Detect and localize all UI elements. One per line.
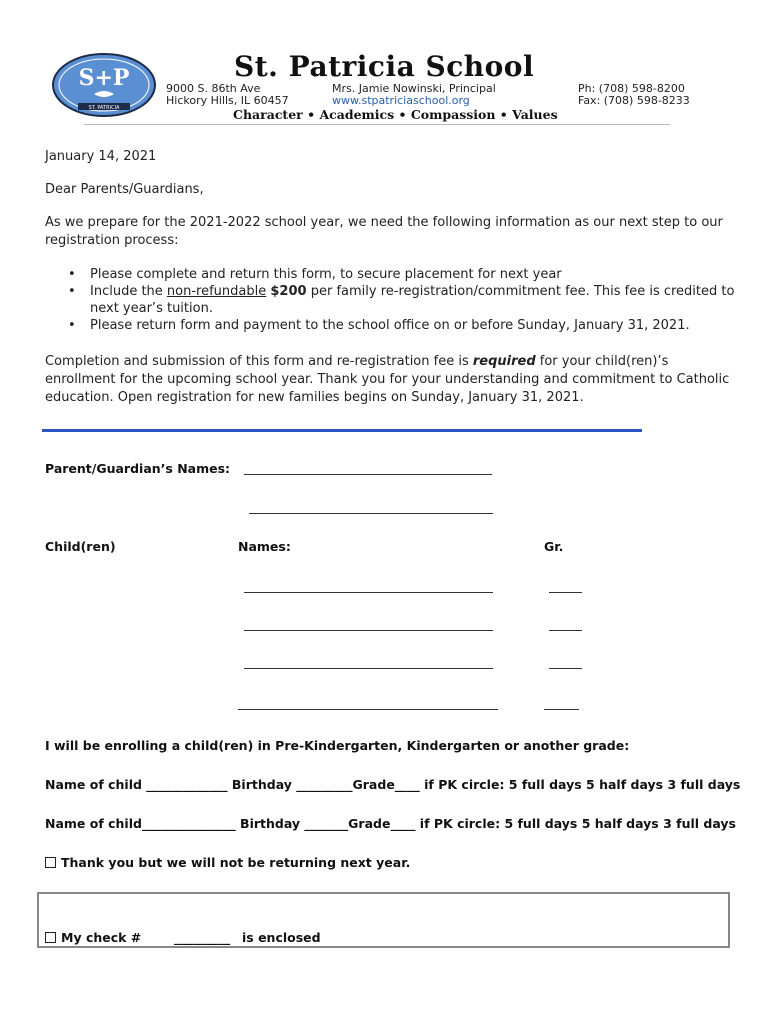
school-name: St. Patricia School	[234, 50, 535, 83]
child-grade-field-1[interactable]	[549, 592, 582, 593]
enroll-row-2[interactable]: Name of child_______________ Birthday _______Grade____ if PK circle: 5 full days 5 half days 3 full days	[45, 816, 736, 831]
parent-name-field-1[interactable]	[244, 474, 492, 475]
school-motto: Character • Academics • Compassion • Values	[233, 107, 558, 122]
letter-intro: As we prepare for the 2021-2022 school year, we need the following information as our next step to our registration process:	[45, 215, 723, 248]
not-returning-label: Thank you but we will not be returning next year.	[61, 855, 411, 870]
grade-column-label: Gr.	[544, 539, 564, 554]
fax-number: Fax: (708) 598-8233	[578, 94, 690, 107]
phone-number: Ph: (708) 598-8200	[578, 82, 685, 95]
closing-text: Completion and submission of this form and re-registration fee is	[45, 354, 473, 369]
child-name-field-1[interactable]	[244, 592, 493, 593]
child-grade-field-3[interactable]	[549, 668, 582, 669]
enroll-row-1[interactable]: Name of child _____________ Birthday _________Grade____ if PK circle: 5 full days 5 half days 3 full days	[45, 777, 741, 792]
school-logo	[50, 52, 158, 118]
address-line-1: 9000 S. 86th Ave	[166, 82, 261, 95]
bullet-text: per family re-registration/commitment fee. This fee is credited to next year’s tuition.	[90, 284, 735, 316]
child-name-field-2[interactable]	[244, 630, 493, 631]
child-name-field-4[interactable]	[238, 709, 498, 710]
names-column-label: Names:	[238, 539, 291, 554]
check-enclosed-label: is enclosed	[242, 930, 321, 945]
section-divider	[42, 429, 642, 432]
check-option[interactable]	[45, 930, 141, 945]
bullet-text: Include the	[90, 284, 167, 299]
fee-amount: $200	[270, 284, 307, 299]
list-item	[68, 317, 738, 334]
list-item	[68, 283, 738, 317]
closing-text: for your child(ren)’s enrollment for the upcoming school year. Thank you for your understanding and commitment to Catholic education. Open registration for new families begins on Sunday, January 31, 2021.	[45, 354, 730, 405]
children-label: Child(ren)	[45, 539, 116, 554]
letter-date: January 14, 2021	[45, 149, 157, 164]
check-enclosed-checkbox[interactable]	[45, 932, 56, 943]
check-number-field[interactable]: _________	[174, 930, 231, 945]
logo-banner: ST. PATRICIA	[88, 105, 120, 111]
child-grade-field-2[interactable]	[549, 630, 582, 631]
school-website-link[interactable]: www.stpatriciaschool.org	[332, 94, 470, 107]
parent-guardian-label: Parent/Guardian’s Names:	[45, 461, 231, 476]
list-item	[68, 266, 738, 283]
header-divider	[84, 124, 670, 125]
child-name-field-3[interactable]	[244, 668, 493, 669]
enroll-statement: I will be enrolling a child(ren) in Pre-Kindergarten, Kindergarten or another grade:	[45, 738, 630, 753]
bullet-text: Please complete and return this form, to secure placement for next year	[90, 267, 562, 282]
logo-monogram: S+P	[78, 65, 130, 91]
not-returning-option[interactable]	[45, 855, 410, 870]
parent-name-field-2[interactable]	[249, 513, 493, 514]
check-label: My check #	[61, 930, 142, 945]
principal-name: Mrs. Jamie Nowinski, Principal	[332, 82, 496, 95]
child-grade-field-4[interactable]	[544, 709, 579, 710]
letter-greeting: Dear Parents/Guardians,	[45, 182, 204, 197]
not-returning-checkbox[interactable]	[45, 857, 56, 868]
bullet-text: Please return form and payment to the school office on or before Sunday, January 31, 2021.	[90, 318, 690, 333]
instructions-list	[68, 266, 738, 334]
required-text: required	[472, 354, 536, 369]
non-refundable-text: non-refundable	[166, 284, 267, 299]
address-line-2: Hickory Hills, IL 60457	[166, 94, 289, 107]
letter-closing	[45, 353, 735, 407]
